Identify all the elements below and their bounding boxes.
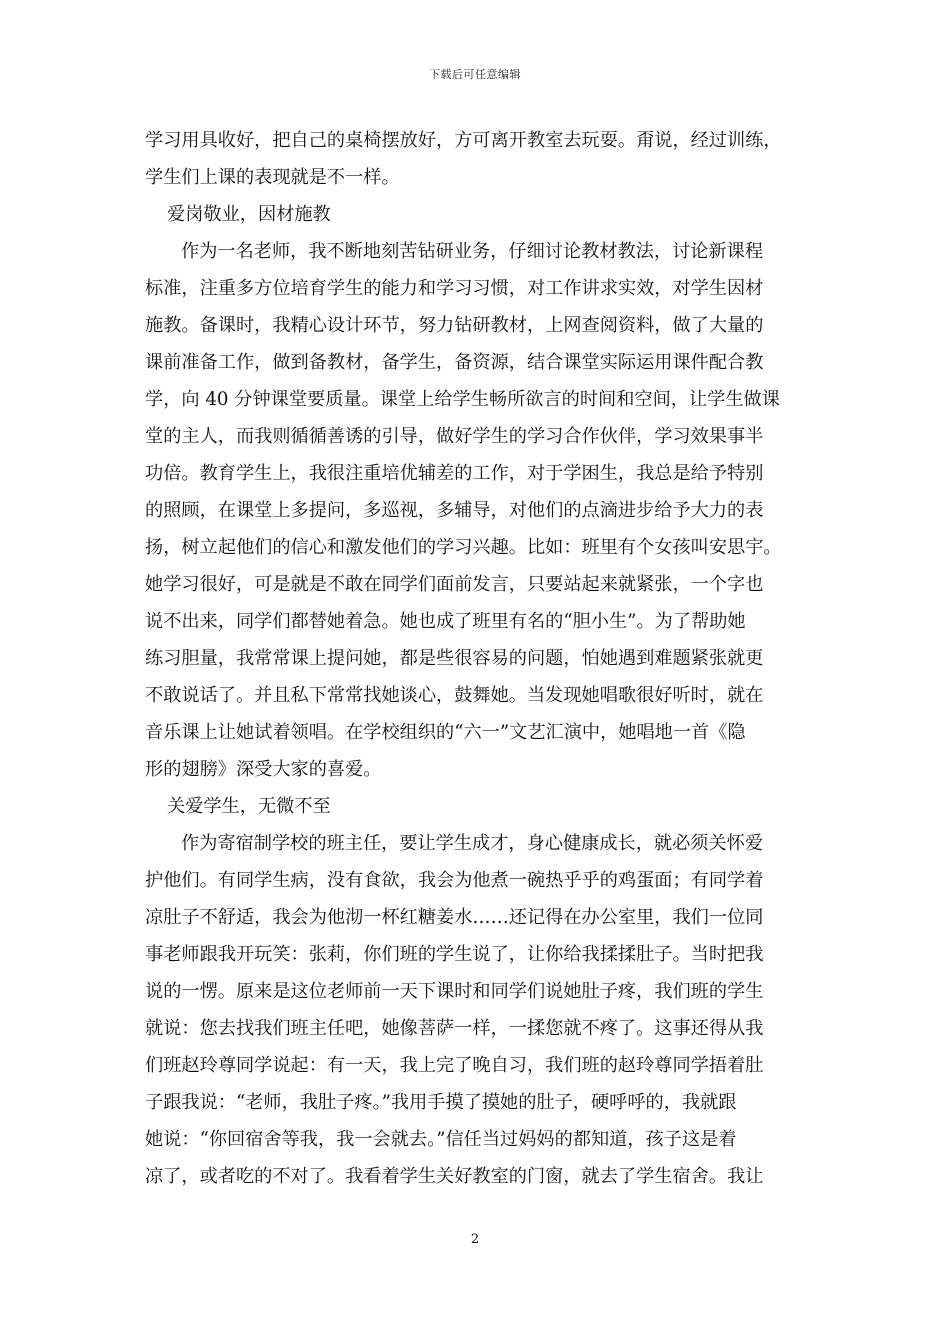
text-line: 课前准备工作，做到备教材，备学生，备资源，结合课堂实际运用课件配合教	[145, 352, 764, 373]
text-line: 她说：“你回宿舍等我，我一会就去。”信任当过妈妈的都知道，孩子这是着	[145, 1129, 737, 1150]
text-line: 凉肚子不舒适，我会为他沏一杯红糖姜水……还记得在办公室里，我们一位同	[145, 907, 764, 928]
text-line: 不敢说话了。并且私下常常找她谈心，鼓舞她。当发现她唱歌很好听时，就在	[145, 685, 764, 706]
section-heading: 爱岗敬业，因材施教	[167, 204, 331, 225]
text-line: 学，向 40 分钟课堂要质量。课堂上给学生畅所欲言的时间和空间，让学生做课	[145, 389, 780, 410]
paragraph-first-line: 作为一名老师，我不断地刻苦钻研业务，仔细讨论教材教法，讨论新课程	[181, 241, 764, 262]
text-line: 事老师跟我开玩笑：张莉，你们班的学生说了，让你给我揉揉肚子。当时把我	[145, 944, 764, 965]
text-line: 练习胆量，我常常课上提问她，都是些很容易的问题，怕她遇到难题紧张就更	[145, 648, 764, 669]
section-heading: 关爱学生，无微不至	[167, 796, 331, 817]
text-line: 功倍。教育学生上，我很注重培优辅差的工作，对于学困生，我总是给予特别	[145, 463, 764, 484]
text-line: 凉了，或者吃的不对了。我看着学生关好教室的门窗，就去了学生宿舍。我让	[145, 1166, 764, 1187]
text-line: 说不出来，同学们都替她着急。她也成了班里有名的“胆小生”。为了帮助她	[145, 611, 746, 632]
paragraph-first-line: 作为寄宿制学校的班主任，要让学生成才，身心健康成长，就必须关怀爱	[181, 833, 764, 854]
text-line: 音乐课上让她试着领唱。在学校组织的“六一”文艺汇演中，她唱地一首《隐	[145, 722, 746, 743]
text-line: 她学习很好，可是就是不敢在同学们面前发言，只要站起来就紧张，一个字也	[145, 574, 764, 595]
text-line: 堂的主人，而我则循循善诱的引导，做好学生的学习合作伙伴，学习效果事半	[145, 426, 764, 447]
text-line: 说的一愣。原来是这位老师前一天下课时和同学们说她肚子疼，我们班的学生	[145, 981, 764, 1002]
text-line: 扬，树立起他们的信心和激发他们的学习兴趣。比如：班里有个女孩叫安思宇。	[145, 537, 782, 558]
text-line: 子跟我说：“老师，我肚子疼。”我用手摸了摸她的肚子，硬呼呼的，我就跟	[145, 1092, 737, 1113]
text-line: 施教。备课时，我精心设计环节，努力钻研教材，上网查阅资料，做了大量的	[145, 315, 764, 336]
page-number: 2	[470, 1232, 480, 1247]
text-line: 标准，注重多方位培育学生的能力和学习习惯，对工作讲求实效，对学生因材	[145, 278, 764, 299]
page-header: 下载后可任意编辑	[429, 68, 521, 81]
body-text	[145, 122, 817, 1195]
text-line: 的照顾，在课堂上多提问，多巡视，多辅导，对他们的点滴进步给予大力的表	[145, 500, 764, 521]
text-line: 学生们上课的表现就是不一样。	[145, 167, 400, 188]
text-line: 学习用具收好，把自己的桌椅摆放好，方可离开教室去玩耍。甭说，经过训练，	[145, 130, 782, 151]
text-line: 就说：您去找我们班主任吧，她像菩萨一样，一揉您就不疼了。这事还得从我	[145, 1018, 764, 1039]
text-line: 护他们。有同学生病，没有食欲，我会为他煮一碗热乎乎的鸡蛋面；有同学着	[145, 870, 764, 891]
text-line: 形的翅膀》深受大家的喜爱。	[145, 759, 382, 780]
text-line: 们班赵玲尊同学说起：有一天，我上完了晚自习，我们班的赵玲尊同学捂着肚	[145, 1055, 764, 1076]
